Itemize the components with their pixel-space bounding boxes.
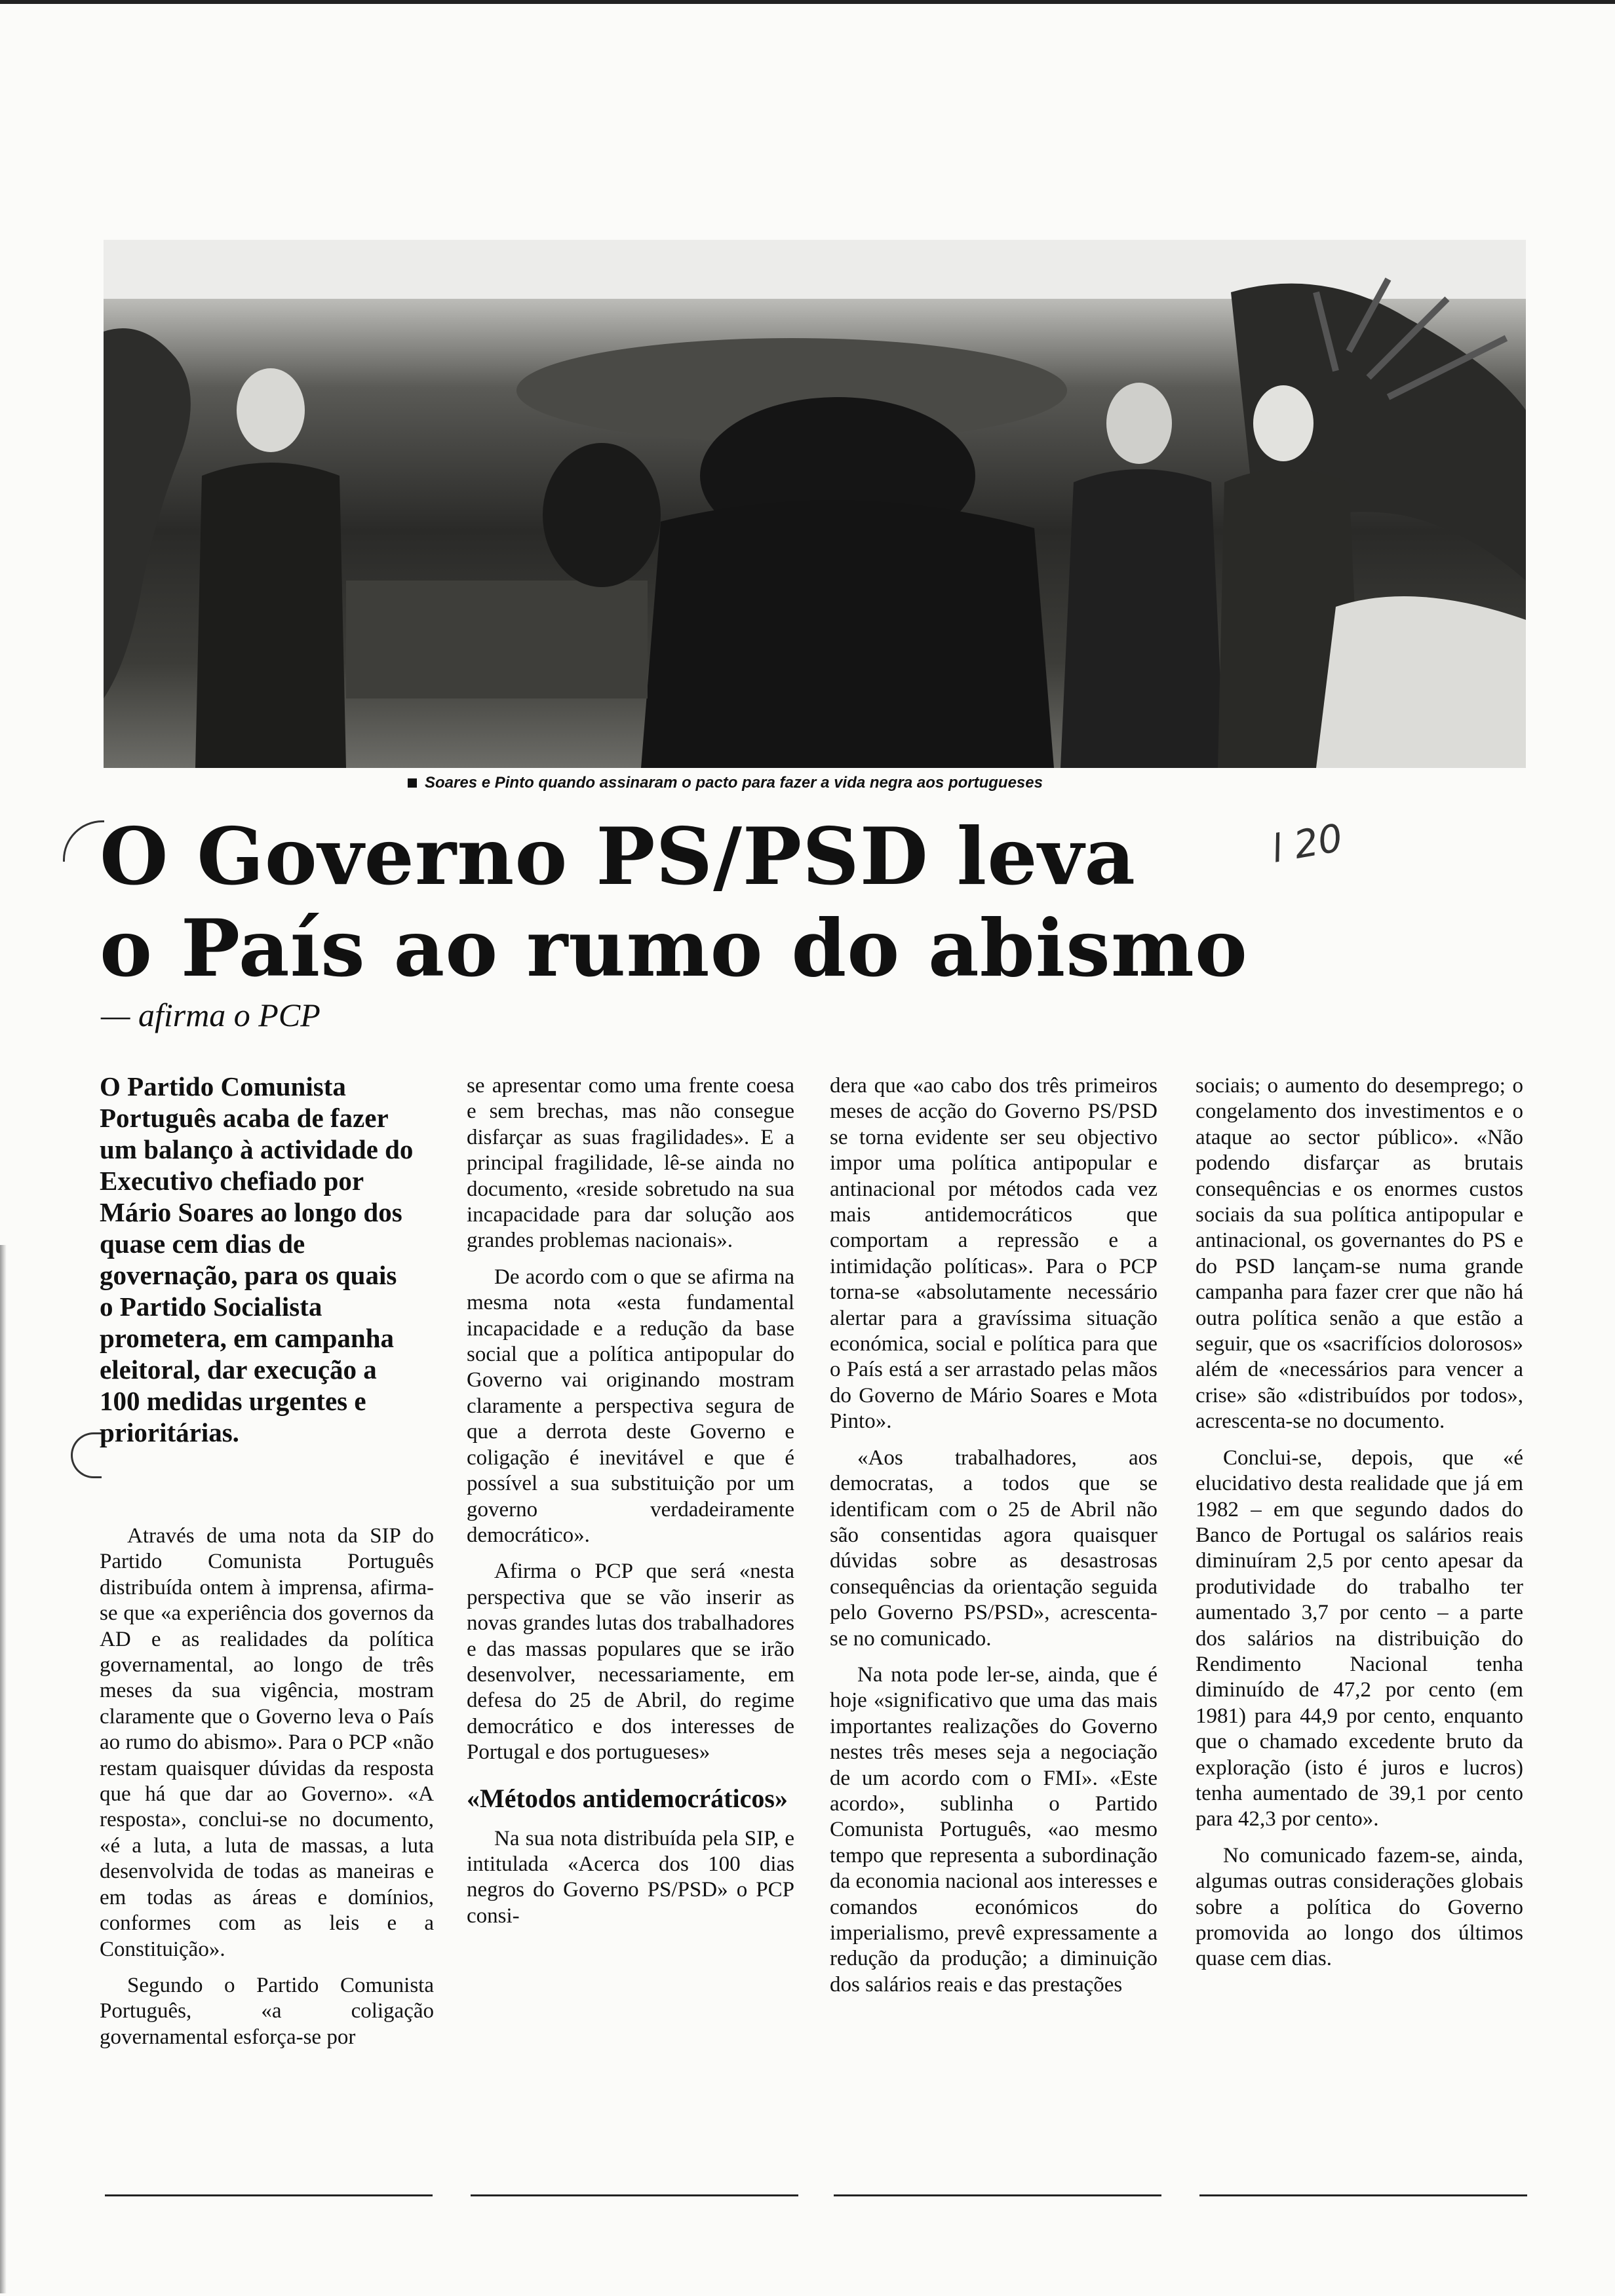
lead-paragraph: O Partido Comunista Português acaba de fazer um balanço à actividade do Executivo chefiado por Mário Soares ao longo dos quase cem dias de governação, para os quais o Partido Socialista prometera, em campanha eleitoral, dar execução a 100 medidas urgentes e prioritárias. — [100, 1071, 414, 1447]
column-1 — [100, 1523, 434, 2061]
caption-bullet-icon — [408, 778, 417, 788]
column-rule — [1199, 2194, 1527, 2196]
news-photo — [104, 240, 1526, 768]
paragraph: Na sua nota distribuída pela SIP, e intitulada «Acerca dos 100 dias negros do Governo PS/PSD» o PCP consi- — [467, 1826, 794, 1928]
paragraph: Através de uma nota da SIP do Partido Comunista Português distribuída ontem à imprensa, afirma-se que «a experiência dos governos da AD e as realidades da política governamental, ao longo de três meses da sua vigência, mostram claramente que o Governo leva o País ao rumo do abismo». Para o PCP «não restam quaisquer dúvidas da resposta que há que dar ao Governo». «A resposta», conclui-se no documento, «é a luta, a luta de massas, a luta desenvolvida de todas as maneiras e em todas as áreas e domínios, conformes com as leis e a Constituição». — [100, 1524, 434, 1961]
paragraph: Afirma o PCP que será «nesta perspectiva que se vão inserir as novas grandes lutas dos trabalhadores e das massas populares que se irão desenvolver, necessariamente, em defesa do 25 de Abril, do regime democrático e dos interesses de Portugal e dos portugueses» — [467, 1559, 794, 1765]
column-rule — [834, 2194, 1161, 2196]
pencil-mark-arc — [63, 820, 104, 862]
subheading: «Métodos antidemocráticos» — [467, 1783, 788, 1813]
handwritten-note: l 20 — [1268, 815, 1346, 871]
column-rule — [471, 2194, 798, 2196]
scan-edge — [0, 1245, 7, 2293]
photo-caption — [408, 774, 1325, 792]
paragraph: «Aos trabalhadores, aos democratas, a todos que se identificam com o 25 de Abril não são consentidas agora quaisquer dúvidas sobre as desastrosas consequências da orientação seguida pelo Governo PS/PSD», acrescenta-se no comunicado. — [830, 1445, 1158, 1651]
column-3 — [830, 1073, 1158, 2008]
paragraph: dera que «ao cabo dos três primeiros meses de acção do Governo PS/PSD se torna evidente ser seu objectivo impor uma política antipopular e antinacional por métodos cada vez mais antidemocráticos que comportam a repressão e a intimidação políticas». Para o PCP torna-se «absolutamente necessário alertar para a gravíssima situação económica, social e política para que o País está a ser arrastado pelas mãos do Governo de Mário Soares e Mota Pinto». — [830, 1074, 1158, 1434]
headline-line-2: o País ao rumo do abismo — [100, 902, 1248, 995]
paragraph: Na nota pode ler-se, ainda, que é hoje «significativo que uma das mais importantes realizações do Governo nestes três meses seja a negociação de um acordo com o FMI». «Este acordo», sublinha o Partido Comunista Português, «ao mesmo tempo que representa a subordinação da economia nacional aos interesses e comandos económicos do imperialismo, prevê expressamente a redução da produção; a diminuição dos salários reais e das prestações — [830, 1662, 1158, 1997]
top-rule — [0, 0, 1615, 4]
column-4 — [1196, 1073, 1523, 1983]
pencil-mark-bracket — [71, 1432, 102, 1478]
paragraph: se apresentar como uma frente coesa e sem brechas, mas não consegue disfarçar as suas fragilidades». E a principal fragilidade, lê-se ainda no documento, «reside sobretudo na sua incapacidade para dar solução aos grandes problemas nacionais». — [467, 1074, 794, 1253]
headline — [100, 811, 1345, 995]
paragraph: Segundo o Partido Comunista Português, «a coligação governamental esforça-se por — [100, 1973, 434, 2049]
paragraph: No comunicado fazem-se, ainda, algumas outras considerações globais sobre a política do Governo promovida ao longo dos últimos quase cem dias. — [1196, 1843, 1523, 1971]
paragraph: sociais; o aumento do desemprego; o congelamento dos investimentos e o ataque ao sector público». «Não podendo disfarçar as brutais consequências e os enormes custos sociais da sua política antipopular e antinacional, os governantes do PS e do PSD lançam-se numa grande campanha para fazer crer que não há outra política senão a que estão a seguir, que os «sacrifícios dolorosos» além de «necessários para vencer a crise» são «distribuídos por todos», acrescenta-se no documento. — [1196, 1074, 1523, 1434]
column-rule — [105, 2194, 433, 2196]
caption-text: Soares e Pinto quando assinaram o pacto para fazer a vida negra aos portugueses — [425, 774, 1043, 792]
paragraph: De acordo com o que se afirma na mesma nota «esta fundamental incapacidade e a redução da base social que a política antipopular do Governo vai originando mostram claramente a perspectiva segura de que a derrota deste Governo e coligação é inevitável e que é possível a sua substituição por um governo verdadeiramente democrático». — [467, 1265, 794, 1547]
column-2 — [467, 1073, 794, 1940]
paragraph: Conclui-se, depois, que «é elucidativo desta realidade que já em 1982 – em que segundo dados do Banco de Portugal os salários reais diminuíram 2,5 por cento apesar da produtividade do trabalho ter aumentado 3,7 por cento – a parte dos salários na distribuição do Rendimento Nacional tenha diminuído de 47,2 por cento (em 1981) para 44,9 por cento, enquanto que o chamado excedente bruto da exploração (isto é juros e lucros) tenha aumentado de 39,1 por cento para 42,3 por cento». — [1196, 1445, 1523, 1831]
byline: — afirma o PCP — [101, 997, 321, 1033]
headline-line-1: O Governo PS/PSD leva — [100, 811, 1137, 903]
